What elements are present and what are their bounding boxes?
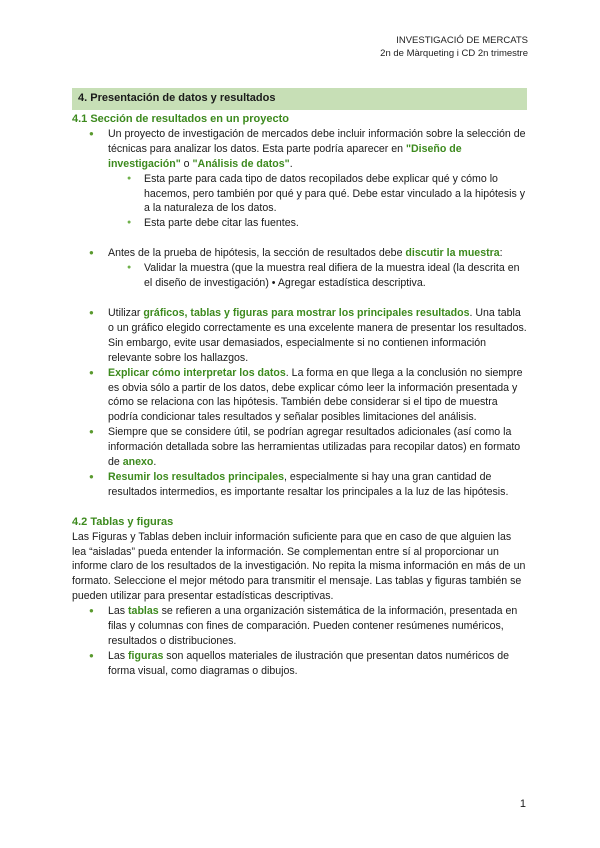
paragraph: Las Figuras y Tablas deben incluir información suficiente para que en caso de que alguien las lea “aisladas” pueda entender la información. Se complementan entre sí al proporcionar un informe claro de los resultados de la investigación. No repita la misma información en más de un formato. Seleccione el mejor método para transmitir el mensaje. Las tablas y figuras también se pueden utilizar para presentar estadísticas descriptivas. [72,530,526,603]
highlight-text: figuras [128,649,164,662]
bullet-text: o [180,157,193,170]
list-item [72,127,528,246]
highlight-text: gráficos, tablas y figuras para mostrar los principales resultados [143,306,470,319]
bullet-text: Utilizar [108,306,144,319]
header-course: INVESTIGACIÓ DE MERCATS [396,35,528,46]
sub-list-item: ● Esta parte para cada tipo de datos recopilados debe explicar qué y cómo lo hacemos, pero también por qué y para qué. Debe estar vinculado a la hipótesis y a la naturaleza de los datos. [108,172,528,217]
list-item [72,306,528,366]
bullet-text: se refieren a una organización sistemática de la información, presentada en filas y columnas con fines de comparación. Pueden contener resúmenes numéricos, resultados o distribuciones. [108,605,518,647]
sub-bullet-list [108,172,528,232]
bullet-text: Siempre que se considere útil, se podrían agregar resultados adicionales (así como la información detallada sobre las herramientas utilizadas para recopilar datos) en formato de [108,426,521,469]
bullet-text: : [499,247,503,260]
highlight-text: Explicar cómo interpretar los datos [108,366,286,379]
bullet-text: Un proyecto de investigación de mercados debe incluir información sobre la selección de técnicas para analizar los datos. Esta parte podría aparecer en [108,127,526,155]
highlight-text: tablas [128,605,159,618]
bullet-text: . Una tabla o un gráfico elegido correctamente es una excelente manera de presentar los resultados. Sin embargo, evite usar demasiados, especialmente si no contienen información relevante sobre los hallazgos. [108,306,527,364]
bullet-text: Antes de la prueba de hipótesis, la sección de resultados debe [108,247,406,260]
list-item [72,366,528,426]
highlight-text: "Análisis de datos" [192,157,290,170]
section-title-bar [72,88,527,110]
highlight-text: Resumir los resultados principales [108,470,285,483]
bullet-text: , especialmente si hay una gran cantidad de resultados intermedios, es importante resaltar los principales a la luz de las hipótesis. [108,470,509,498]
section-title: 4. Presentación de datos y resultados [78,92,276,104]
bullet-text: Las [108,605,129,618]
bullet-text: Las [108,649,129,662]
highlight-text: "Diseño de investigación" [108,142,462,170]
bullet-list-4-1 [72,127,528,500]
header-term: 2n de Màrqueting i CD 2n trimestre [380,48,528,59]
bullet-text: son aquellos materiales de ilustración que presentan datos numéricos de forma visual, como diagramas o dibujos. [108,649,510,677]
page-number: 1 [519,798,526,810]
list-item [72,649,528,679]
list-item [72,470,528,500]
document-body [72,112,528,679]
bullet-text: . La forma en que llega a la conclusión no siempre es obvia sólo a partir de los datos, debe explicar cómo leer la información presentada y cómo se relaciona con las hipótesis. También debe considerar si el tipo de muestra podría condicionar tales resultados y señalar posibles limitaciones del análisis. [108,366,523,424]
list-item [72,246,528,306]
sub-list-item: ● Esta parte debe citar las fuentes. [108,216,528,231]
bullet-text: . [153,456,157,469]
page-header [380,34,528,60]
sub-bullet-list [108,261,528,291]
list-item [72,604,528,649]
subsection-title-4-1: 4.1 Sección de resultados en un proyecto [72,113,290,125]
highlight-text: anexo [122,456,154,469]
subsection-title-4-2: 4.2 Tablas y figuras [72,515,174,528]
list-item [72,425,528,470]
highlight-text: discutir la muestra [405,247,500,260]
bullet-text: . [289,157,293,170]
bullet-list-4-2 [72,604,528,679]
sub-list-item: ● Validar la muestra (que la muestra real difiera de la muestra ideal (la descrita en el diseño de investigación) • Agregar estadística descriptiva. [108,261,528,291]
